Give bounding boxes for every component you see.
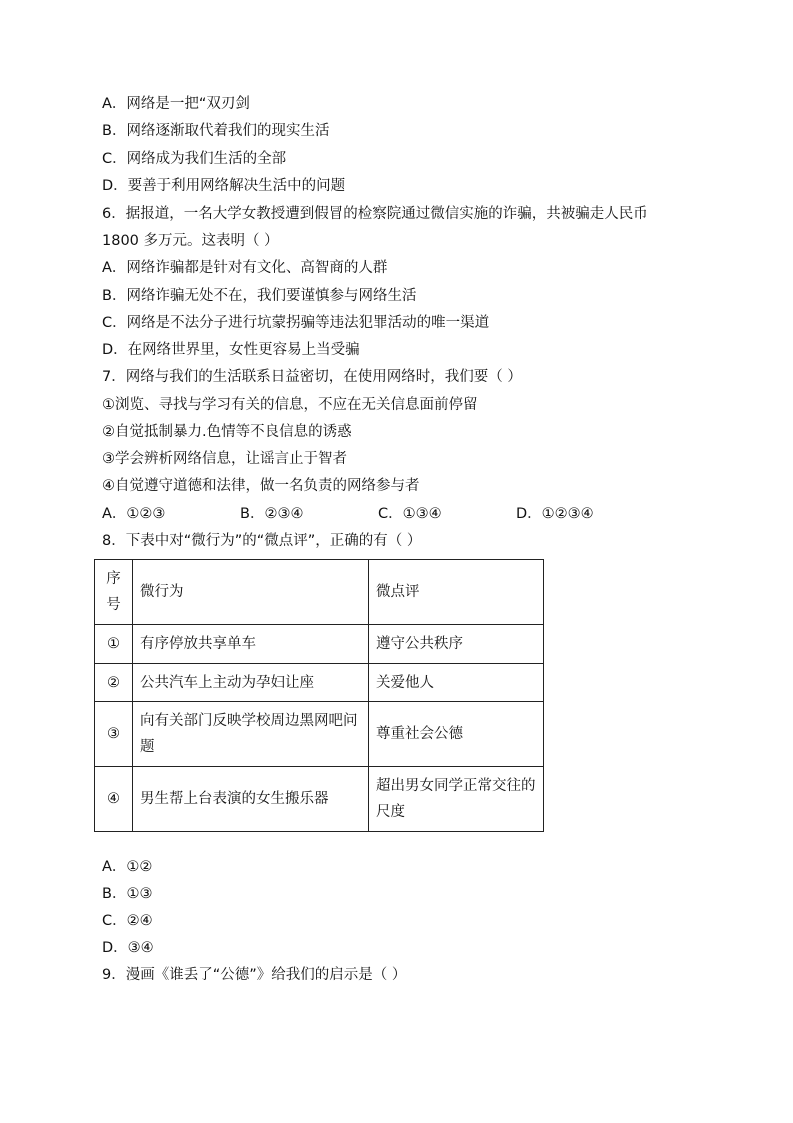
q7-item-1: ①浏览、寻找与学习有关的信息，不应在无关信息面前停留	[102, 397, 478, 413]
q6-stem-line2: 1800 多万元。这表明（ ）	[102, 233, 279, 249]
row-comment: 尊重社会公德	[369, 702, 544, 767]
table-row	[95, 664, 544, 702]
q8-option-d: D．③④	[102, 940, 154, 956]
q8-option-a: A．①②	[102, 859, 153, 875]
row-behavior: 有序停放共享单车	[133, 625, 369, 664]
q7-option-c: C．①③④	[378, 506, 442, 522]
q7-option-d: D．①②③④	[516, 506, 594, 522]
q9-stem: 9．漫画《谁丢了“公德”》给我们的启示是（ ）	[102, 967, 407, 983]
q8-option-b: B．①③	[102, 886, 153, 902]
q7-stem: 7．网络与我们的生活联系日益密切，在使用网络时，我们要（ ）	[102, 369, 522, 385]
row-comment: 超出男女同学正常交往的尺度	[369, 767, 544, 832]
header-comment: 微点评	[369, 560, 544, 625]
q6-option-c: C．网络是不法分子进行坑蒙拐骗等违法犯罪活动的唯一渠道	[102, 315, 490, 331]
row-behavior: 向有关部门反映学校周边黑网吧问题	[133, 702, 369, 767]
q6-option-a: A．网络诈骗都是针对有文化、高智商的人群	[102, 260, 388, 276]
table-row	[95, 702, 544, 767]
row-behavior: 公共汽车上主动为孕妇让座	[133, 664, 369, 702]
q7-option-a: A．①②③	[102, 506, 166, 522]
q8-table	[94, 559, 544, 832]
row-index: ④	[95, 767, 133, 832]
prev-option-c: C．网络成为我们生活的全部	[102, 151, 287, 167]
table-row	[95, 625, 544, 664]
row-comment: 关爱他人	[369, 664, 544, 702]
header-behavior: 微行为	[133, 560, 369, 625]
row-index: ②	[95, 664, 133, 702]
table-header-row	[95, 560, 544, 625]
row-behavior: 男生帮上台表演的女生搬乐器	[133, 767, 369, 832]
q6-stem-line1: 6．据报道，一名大学女教授遭到假冒的检察院通过微信实施的诈骗，共被骗走人民币	[102, 206, 648, 222]
prev-option-a: A．网络是一把“双刃剑	[102, 96, 250, 112]
q7-item-2: ②自觉抵制暴力.色情等不良信息的诱惑	[102, 424, 352, 440]
prev-option-b: B．网络逐渐取代着我们的现实生活	[102, 123, 330, 139]
q6-option-d: D．在网络世界里，女性更容易上当受骗	[102, 342, 360, 358]
q7-option-b: B．②③④	[240, 506, 304, 522]
q7-item-3: ③学会辨析网络信息，让谣言止于智者	[102, 451, 347, 467]
row-comment: 遵守公共秩序	[369, 625, 544, 664]
row-index: ①	[95, 625, 133, 664]
header-index: 序号	[95, 560, 133, 625]
q7-item-4: ④自觉遵守道德和法律，做一名负责的网络参与者	[102, 478, 420, 494]
q8-stem: 8．下表中对“微行为”的“微点评”，正确的有（ ）	[102, 533, 422, 549]
table-row	[95, 767, 544, 832]
q8-option-c: C．②④	[102, 913, 153, 929]
q6-option-b: B．网络诈骗无处不在，我们要谨慎参与网络生活	[102, 288, 417, 304]
row-index: ③	[95, 702, 133, 767]
prev-option-d: D．要善于利用网络解决生活中的问题	[102, 178, 346, 194]
